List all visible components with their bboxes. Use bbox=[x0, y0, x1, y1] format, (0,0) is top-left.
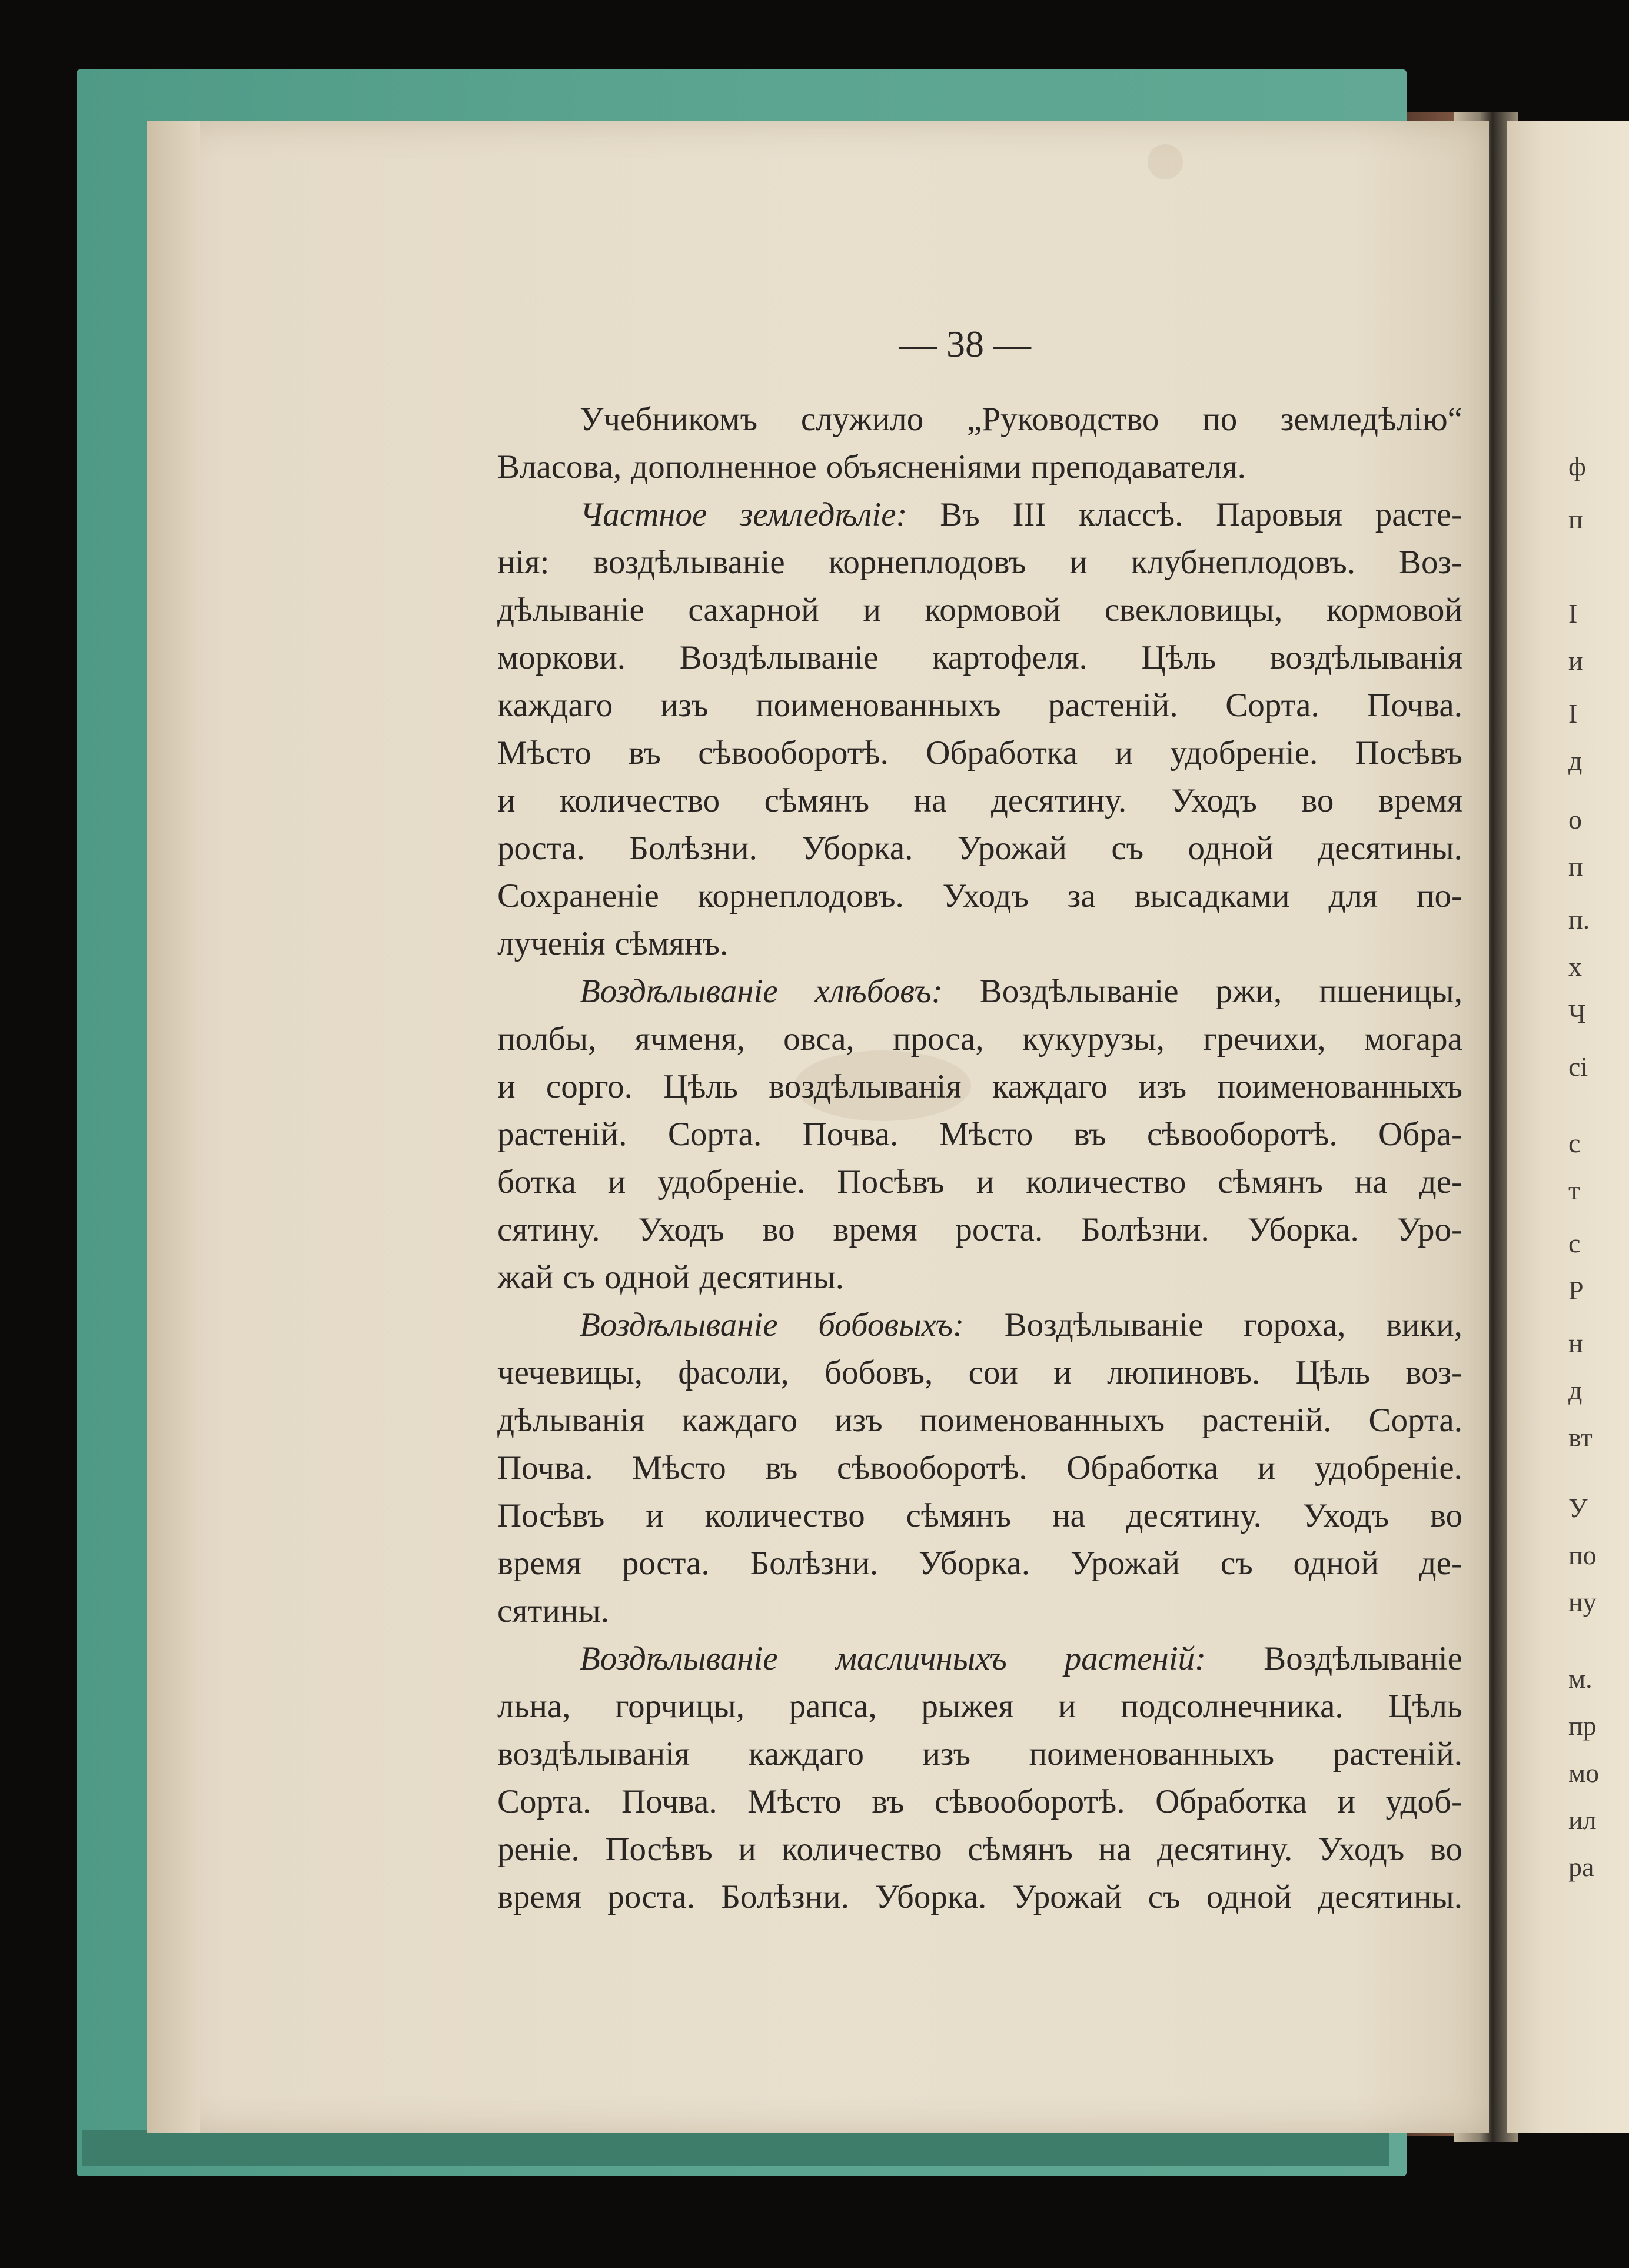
next-page-text: м. bbox=[1568, 1664, 1593, 1694]
text-line bbox=[497, 777, 1462, 824]
text-word: съ bbox=[1148, 1878, 1181, 1916]
text-word: за bbox=[1067, 877, 1096, 914]
text-word: Уходъ bbox=[1302, 1497, 1389, 1534]
text-word: роста. bbox=[955, 1211, 1043, 1248]
text-line bbox=[497, 1587, 1462, 1635]
text-word: въ bbox=[628, 734, 661, 771]
text-word: могара bbox=[1364, 1020, 1462, 1057]
next-page-text: н bbox=[1568, 1328, 1583, 1358]
text-word: время bbox=[497, 1545, 582, 1582]
text-line bbox=[497, 491, 1462, 538]
text-word: каждаго bbox=[497, 687, 613, 724]
text-word: каждаго bbox=[681, 1402, 798, 1439]
text-word: и bbox=[1069, 544, 1088, 581]
next-page-text: вт bbox=[1568, 1422, 1593, 1452]
text-word: Мѣсто bbox=[747, 1783, 842, 1820]
next-page-text: сі bbox=[1568, 1052, 1588, 1082]
text-word: жай bbox=[497, 1259, 554, 1296]
text-word: Учебникомъ bbox=[580, 401, 758, 438]
text-word: на bbox=[1052, 1497, 1085, 1534]
text-word: десятины. bbox=[699, 1259, 845, 1296]
next-page-text: У bbox=[1568, 1493, 1588, 1523]
text-word: кормовой bbox=[1326, 591, 1462, 628]
next-page-text: Ч bbox=[1568, 999, 1586, 1029]
text-word: Воздѣлываніе bbox=[679, 639, 879, 676]
text-word: гороха, bbox=[1244, 1306, 1346, 1343]
text-word: одной bbox=[1293, 1545, 1379, 1582]
next-page-text: пр bbox=[1568, 1711, 1597, 1741]
text-word: подсолнечника. bbox=[1121, 1688, 1344, 1725]
text-word: де- bbox=[1419, 1545, 1462, 1582]
text-word: вики, bbox=[1386, 1306, 1462, 1343]
text-word: Уро- bbox=[1397, 1211, 1462, 1248]
text-word: Уборка. bbox=[875, 1878, 987, 1916]
text-word: сѣвооборотѣ. bbox=[1147, 1116, 1338, 1153]
text-word: служило bbox=[800, 401, 924, 438]
text-word: Мѣсто bbox=[497, 734, 591, 771]
text-word: и bbox=[738, 1831, 756, 1868]
next-page-text: ил bbox=[1568, 1805, 1597, 1835]
text-word: воздѣлыванія bbox=[1269, 639, 1462, 676]
page-edge bbox=[147, 121, 200, 2133]
text-word: во bbox=[762, 1211, 795, 1248]
text-word: сѣмянъ. bbox=[614, 925, 729, 962]
text-line bbox=[497, 1110, 1462, 1158]
text-word: сѣмянъ bbox=[764, 782, 870, 819]
text-word: каждаго bbox=[992, 1068, 1108, 1105]
text-word: Почва. bbox=[1367, 687, 1462, 724]
text-word: сѣмянъ bbox=[906, 1497, 1012, 1534]
text-word: каждаго bbox=[748, 1735, 865, 1773]
text-word: рапса, bbox=[789, 1688, 877, 1725]
text-word: сятину. bbox=[497, 1211, 600, 1248]
next-page-text: х bbox=[1568, 952, 1582, 982]
next-page-text: п bbox=[1568, 504, 1583, 534]
text-word: Сорта. bbox=[497, 1783, 591, 1820]
text-word: воз- bbox=[1405, 1354, 1462, 1391]
text-word: десятину. bbox=[1157, 1831, 1293, 1868]
text-word: растеній. bbox=[1332, 1735, 1462, 1773]
heading-word: земледѣліе: bbox=[740, 496, 907, 533]
text-line bbox=[497, 1396, 1462, 1444]
text-word: для bbox=[1328, 877, 1378, 914]
text-word: бобовъ, bbox=[825, 1354, 933, 1391]
text-word: поименованныхъ bbox=[919, 1402, 1165, 1439]
text-word: и bbox=[497, 782, 516, 819]
text-word: роста. bbox=[497, 830, 585, 867]
text-word: пшеницы, bbox=[1319, 973, 1462, 1010]
text-word: кормовой bbox=[925, 591, 1061, 628]
text-line bbox=[497, 443, 1462, 491]
text-word: Болѣзни. bbox=[721, 1878, 849, 1916]
next-page-text: І bbox=[1568, 699, 1578, 729]
text-word: Воздѣлываніе bbox=[1264, 1640, 1462, 1677]
text-word: въ bbox=[1073, 1116, 1106, 1153]
text-word: люпиновъ. bbox=[1107, 1354, 1261, 1391]
text-word: Болѣзни. bbox=[750, 1545, 879, 1582]
text-line bbox=[497, 1873, 1462, 1921]
text-word: и bbox=[497, 1068, 516, 1105]
text-line bbox=[497, 824, 1462, 872]
text-word: поименованныхъ bbox=[756, 687, 1001, 724]
text-word: количество bbox=[704, 1497, 865, 1534]
text-word: сорго. bbox=[546, 1068, 633, 1105]
text-word: сѣвооборотѣ. bbox=[698, 734, 889, 771]
text-word: десятину. bbox=[990, 782, 1127, 819]
text-line bbox=[497, 1063, 1462, 1110]
text-word: „Руководство bbox=[966, 401, 1159, 438]
text-word: и bbox=[646, 1497, 664, 1534]
text-word: преподавателя. bbox=[1030, 448, 1246, 485]
text-word: корнеплодовъ. bbox=[697, 877, 904, 914]
text-word: время bbox=[497, 1878, 582, 1916]
text-word: по- bbox=[1417, 877, 1462, 914]
page-stain bbox=[1148, 144, 1183, 179]
text-word: Уходъ bbox=[942, 877, 1029, 914]
text-word: Цѣль bbox=[1388, 1688, 1462, 1725]
text-word: время bbox=[833, 1211, 917, 1248]
text-line bbox=[497, 634, 1462, 681]
next-page-text: с bbox=[1568, 1228, 1581, 1258]
text-line bbox=[497, 1301, 1462, 1349]
text-word: Цѣль bbox=[1141, 639, 1216, 676]
text-word: Цѣль bbox=[1295, 1354, 1371, 1391]
text-word: удобреніе. bbox=[657, 1163, 806, 1200]
text-line bbox=[497, 729, 1462, 777]
text-word: высадками bbox=[1134, 877, 1290, 914]
text-word: дополненное bbox=[631, 448, 817, 485]
text-word: III bbox=[1012, 496, 1046, 533]
text-word: свекловицы, bbox=[1105, 591, 1283, 628]
text-word: Въ bbox=[940, 496, 980, 533]
text-word: изъ bbox=[922, 1735, 971, 1773]
text-word: Уходъ bbox=[1318, 1831, 1405, 1868]
text-line bbox=[497, 1778, 1462, 1825]
text-line bbox=[497, 395, 1462, 443]
text-word: во bbox=[1301, 782, 1334, 819]
next-page-text: І bbox=[1568, 598, 1578, 628]
text-word: объясненіями bbox=[826, 448, 1022, 485]
text-word: на bbox=[1354, 1163, 1388, 1200]
text-word: количество bbox=[1026, 1163, 1186, 1200]
next-page-text: по bbox=[1568, 1540, 1597, 1570]
text-word: изъ bbox=[835, 1402, 883, 1439]
text-word: Посѣвъ bbox=[837, 1163, 945, 1200]
text-word: Урожай bbox=[1012, 1878, 1122, 1916]
text-word: Сохраненіе bbox=[497, 877, 659, 914]
next-page-text: о bbox=[1568, 804, 1582, 834]
text-line bbox=[497, 681, 1462, 729]
text-word: Власова, bbox=[497, 448, 622, 485]
text-word: Урожай bbox=[957, 830, 1067, 867]
text-word: проса, bbox=[893, 1020, 984, 1057]
text-word: Обработка bbox=[926, 734, 1078, 771]
text-word: фасоли, bbox=[678, 1354, 789, 1391]
text-word: Почва. bbox=[497, 1449, 593, 1486]
text-word: Болѣзни. bbox=[629, 830, 757, 867]
next-page-text: Р bbox=[1568, 1275, 1584, 1305]
text-word: рыжея bbox=[921, 1688, 1014, 1725]
text-line bbox=[497, 872, 1462, 920]
text-word: клубнеплодовъ. bbox=[1131, 544, 1356, 581]
text-word: растеній. bbox=[1048, 687, 1178, 724]
text-word: горчицы, bbox=[615, 1688, 744, 1725]
text-word: роста. bbox=[607, 1878, 696, 1916]
text-word: и bbox=[976, 1163, 995, 1200]
text-word: полбы, bbox=[497, 1020, 597, 1057]
text-word: на bbox=[913, 782, 947, 819]
next-page-text: д bbox=[1568, 746, 1583, 776]
text-word: Сорта. bbox=[1225, 687, 1319, 724]
text-word: сѣвооборотѣ. bbox=[934, 1783, 1125, 1820]
text-word: дѣлываніе bbox=[497, 591, 644, 628]
text-word: Обработка bbox=[1066, 1449, 1219, 1486]
next-page-text: ра bbox=[1568, 1852, 1594, 1882]
text-word: во bbox=[1429, 1497, 1462, 1534]
text-word: Посѣвъ bbox=[1355, 734, 1462, 771]
text-line bbox=[497, 1015, 1462, 1063]
next-page-text: д bbox=[1568, 1375, 1583, 1405]
text-word: удобреніе. bbox=[1170, 734, 1318, 771]
text-word: растеній. bbox=[1202, 1402, 1332, 1439]
text-word: и bbox=[1053, 1354, 1072, 1391]
text-line bbox=[497, 538, 1462, 586]
text-word: изъ bbox=[1138, 1068, 1187, 1105]
text-word: Обработка bbox=[1155, 1783, 1307, 1820]
text-word: ржи, bbox=[1215, 973, 1282, 1010]
body-text bbox=[497, 395, 1462, 1921]
text-line bbox=[497, 1635, 1462, 1682]
text-word: во bbox=[1429, 1831, 1462, 1868]
text-word: Сорта. bbox=[667, 1116, 762, 1153]
text-word: и bbox=[1257, 1449, 1276, 1486]
text-word: количество bbox=[782, 1831, 942, 1868]
text-word: гречихи, bbox=[1203, 1020, 1326, 1057]
text-word: десятину. bbox=[1126, 1497, 1262, 1534]
text-line bbox=[497, 1206, 1462, 1253]
heading-word: Воздѣлываніе bbox=[580, 973, 778, 1010]
heading-word: Частное bbox=[580, 496, 707, 533]
text-word: воздѣлываніе bbox=[593, 544, 785, 581]
text-word: Воздѣлываніе bbox=[979, 973, 1179, 1010]
text-line bbox=[497, 1492, 1462, 1539]
text-word: удобреніе. bbox=[1314, 1449, 1462, 1486]
text-word: де- bbox=[1419, 1163, 1462, 1200]
text-word: изъ bbox=[660, 687, 709, 724]
text-word: поименованныхъ bbox=[1029, 1735, 1275, 1773]
text-word: корнеплодовъ bbox=[828, 544, 1026, 581]
text-line bbox=[497, 1444, 1462, 1492]
heading-word: Воздѣлываніе bbox=[580, 1640, 778, 1677]
text-word: Урожай bbox=[1070, 1545, 1181, 1582]
text-word: по bbox=[1202, 401, 1238, 438]
text-word: въ bbox=[765, 1449, 798, 1486]
heading-word: растеній: bbox=[1064, 1640, 1206, 1677]
text-word: Сорта. bbox=[1368, 1402, 1462, 1439]
text-word: расте- bbox=[1375, 496, 1462, 533]
text-word: Уборка. bbox=[918, 1545, 1030, 1582]
text-word: реніе. bbox=[497, 1831, 580, 1868]
text-word: Уборка. bbox=[802, 830, 913, 867]
next-page-text: т bbox=[1568, 1175, 1581, 1205]
heading-word: хлѣбовъ: bbox=[814, 973, 943, 1010]
next-page-text: п bbox=[1568, 852, 1583, 882]
page-number: — 38 — bbox=[899, 323, 1031, 365]
text-word: воздѣлыванія bbox=[497, 1735, 690, 1773]
text-word: сои bbox=[968, 1354, 1018, 1391]
text-line bbox=[497, 1158, 1462, 1206]
cover-edge bbox=[82, 2130, 1389, 2166]
text-word: въ bbox=[872, 1783, 905, 1820]
text-line bbox=[497, 920, 1462, 967]
text-word: удоб- bbox=[1385, 1783, 1462, 1820]
text-line bbox=[497, 1253, 1462, 1301]
text-word: сѣвооборотѣ. bbox=[837, 1449, 1028, 1486]
text-word: ботка bbox=[497, 1163, 576, 1200]
text-word: и bbox=[1058, 1688, 1076, 1725]
text-word: Паровыя bbox=[1216, 496, 1342, 533]
text-line bbox=[497, 1825, 1462, 1873]
text-word: дѣлыванія bbox=[497, 1402, 645, 1439]
text-word: одной bbox=[1188, 830, 1274, 867]
text-word: Уходъ bbox=[1171, 782, 1257, 819]
text-word: роста. bbox=[621, 1545, 710, 1582]
text-word: на bbox=[1098, 1831, 1132, 1868]
next-page-fragment bbox=[1507, 121, 1629, 2133]
text-word: льна, bbox=[497, 1688, 571, 1725]
next-page-text: с bbox=[1568, 1128, 1581, 1158]
text-word: лученія bbox=[497, 925, 606, 962]
text-word: одной bbox=[1206, 1878, 1292, 1916]
text-word: Уходъ bbox=[638, 1211, 724, 1248]
next-page-text: п. bbox=[1568, 904, 1590, 935]
text-word: Мѣсто bbox=[632, 1449, 726, 1486]
text-line bbox=[497, 967, 1462, 1015]
text-word: нія: bbox=[497, 544, 550, 581]
text-line bbox=[497, 1349, 1462, 1396]
text-word: моркови. bbox=[497, 639, 626, 676]
text-word: Уборка. bbox=[1247, 1211, 1359, 1248]
text-word: чечевицы, bbox=[497, 1354, 643, 1391]
text-word: и bbox=[1337, 1783, 1355, 1820]
text-word: земледѣлію“ bbox=[1280, 401, 1462, 438]
text-word: растеній. bbox=[497, 1116, 627, 1153]
text-word: и bbox=[1115, 734, 1133, 771]
next-page-text: ну bbox=[1568, 1587, 1597, 1617]
text-word: кукурузы, bbox=[1022, 1020, 1165, 1057]
heading-word: масличныхъ bbox=[835, 1640, 1007, 1677]
text-word: классѣ. bbox=[1079, 496, 1183, 533]
text-word: Посѣвъ bbox=[605, 1831, 713, 1868]
text-word: Цѣль bbox=[663, 1068, 738, 1105]
heading-word: Воздѣлываніе bbox=[580, 1306, 778, 1343]
next-page-text: и bbox=[1568, 646, 1583, 676]
next-page-text: мо bbox=[1568, 1758, 1600, 1788]
text-word: Воз- bbox=[1398, 544, 1462, 581]
text-word: Мѣсто bbox=[939, 1116, 1033, 1153]
text-word: и bbox=[863, 591, 881, 628]
text-word: количество bbox=[560, 782, 720, 819]
text-word: картофеля. bbox=[932, 639, 1088, 676]
text-word: съ bbox=[1220, 1545, 1253, 1582]
text-word: ячменя, bbox=[634, 1020, 745, 1057]
text-word: съ bbox=[1111, 830, 1144, 867]
text-word: воздѣлыванія bbox=[769, 1068, 962, 1105]
text-word: сѣмянъ bbox=[968, 1831, 1073, 1868]
text-word: и bbox=[607, 1163, 626, 1200]
text-line bbox=[497, 1730, 1462, 1778]
text-word: десятины. bbox=[1318, 1878, 1462, 1916]
text-word: Посѣвъ bbox=[497, 1497, 605, 1534]
text-line bbox=[497, 586, 1462, 634]
text-word: сахарной bbox=[688, 591, 819, 628]
next-page-text: ф bbox=[1568, 451, 1586, 481]
text-word: съ bbox=[563, 1259, 595, 1296]
text-word: Почва. bbox=[802, 1116, 899, 1153]
text-word: Болѣзни. bbox=[1081, 1211, 1209, 1248]
text-line bbox=[497, 1682, 1462, 1730]
text-word: поименованныхъ bbox=[1217, 1068, 1462, 1105]
text-word: Обра- bbox=[1378, 1116, 1462, 1153]
text-word: десятины. bbox=[1318, 830, 1462, 867]
text-word: овса, bbox=[783, 1020, 855, 1057]
text-word: Воздѣлываніе bbox=[1004, 1306, 1204, 1343]
text-word: сятины. bbox=[497, 1592, 609, 1629]
text-word: одной bbox=[604, 1259, 690, 1296]
text-word: сѣмянъ bbox=[1218, 1163, 1323, 1200]
text-word: время bbox=[1378, 782, 1462, 819]
text-word: Почва. bbox=[621, 1783, 717, 1820]
heading-word: бобовыхъ: bbox=[818, 1306, 965, 1343]
text-line bbox=[497, 1539, 1462, 1587]
